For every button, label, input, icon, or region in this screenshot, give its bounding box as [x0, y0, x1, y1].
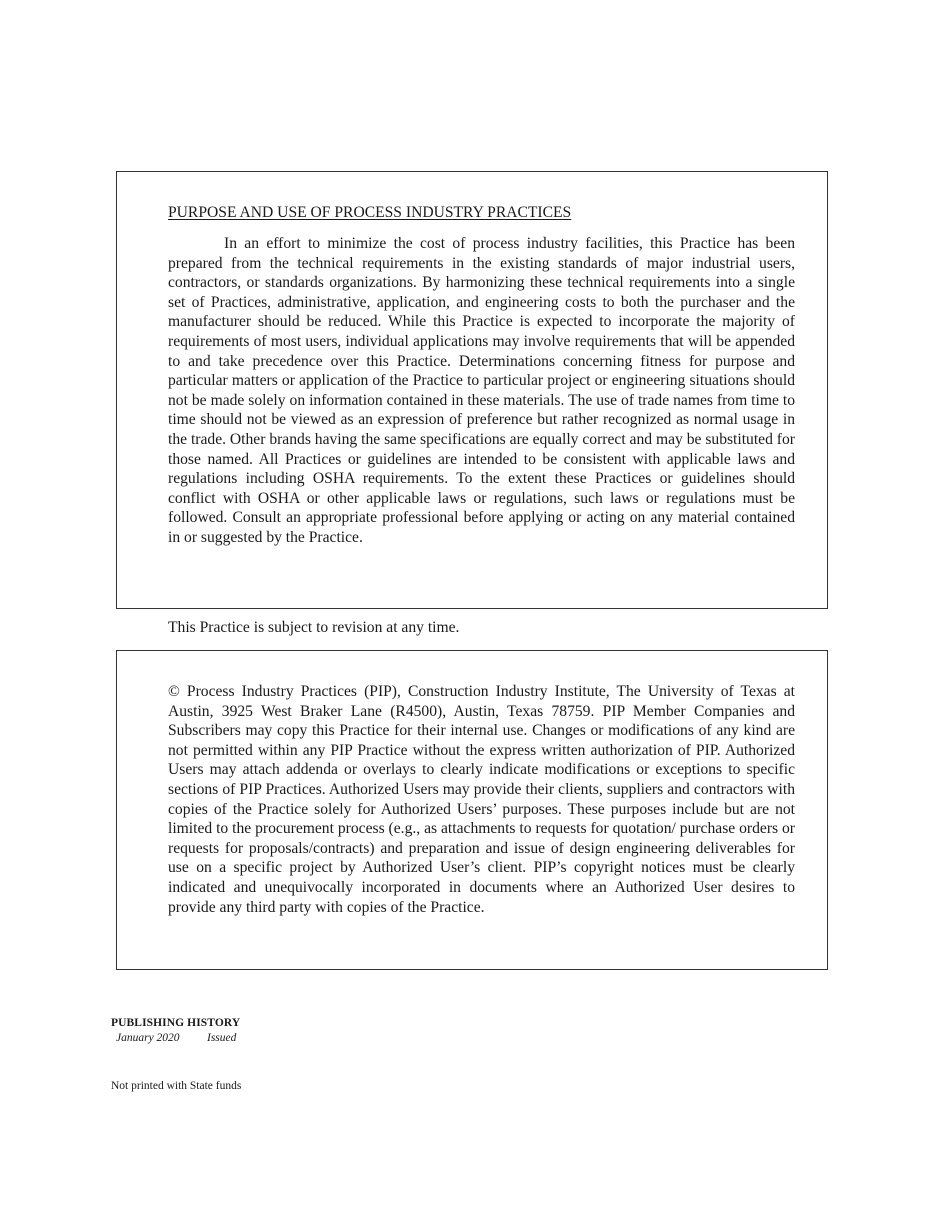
- funding-note: Not printed with State funds: [111, 1080, 242, 1092]
- purpose-paragraph: In an effort to minimize the cost of process industry facilities, this Practice has been prepared from the technical requirements in the existing standards of major industrial users, contractors, or standards organizations. By harmonizing these technical requirements into a single set of Practices, administrative, application, and engineering costs to both the purchaser and the manufacturer should be reduced. While this Practice is expected to incorporate the majority of requirements of most users, individual applications may involve requirements that will be appended to and take precedence over this Practice. Determinations concerning fitness for purpose and particular matters or application of the Practice to particular project or engineering situations should not be made solely on information contained in these materials. The use of trade names from time to time should not be viewed as an expression of preference but rather recognized as normal usage in the trade. Other brands having the same specifications are equally correct and may be substituted for those named. All Practices or guidelines are intended to be consistent with applicable laws and regulations including OSHA requirements. To the extent these Practices or guidelines should conflict with OSHA or other applicable laws or regulations, such laws or regulations must be followed. Consult an appropriate professional before applying or acting on any material contained in or suggested by the Practice.: [168, 235, 795, 546]
- revision-note: This Practice is subject to revision at any time.: [168, 619, 460, 636]
- publishing-history-title: PUBLISHING HISTORY: [111, 1017, 241, 1029]
- publishing-history-date: January 2020: [116, 1032, 180, 1044]
- purpose-box: [116, 171, 828, 609]
- publishing-history-status: Issued: [207, 1032, 237, 1044]
- copyright-box: [116, 650, 828, 970]
- copyright-paragraph: © Process Industry Practices (PIP), Construction Industry Institute, The University of Texas at Austin, 3925 West Braker Lane (R4500), Austin, Texas 78759. PIP Member Companies and Subscribers may copy this Practice for their internal use. Changes or modifications of any kind are not permitted within any PIP Practice without the express written authorization of PIP. Authorized Users may attach addenda or overlays to clearly indicate modifications or exceptions to specific sections of PIP Practices. Authorized Users may provide their clients, suppliers and contractors with copies of the Practice solely for Authorized Users’ purposes. These purposes include but are not limited to the procurement process (e.g., as attachments to requests for quotation/ purchase orders or requests for proposals/contracts) and preparation and issue of design engineering deliverables for use on a specific project by Authorized User’s client. PIP’s copyright notices must be clearly indicated and unequivocally incorporated in documents where an Authorized User desires to provide any third party with copies of the Practice.: [168, 683, 795, 916]
- copyright-content: [168, 682, 795, 917]
- purpose-heading: PURPOSE AND USE OF PROCESS INDUSTRY PRACTICES: [168, 204, 572, 221]
- purpose-content: [168, 203, 795, 548]
